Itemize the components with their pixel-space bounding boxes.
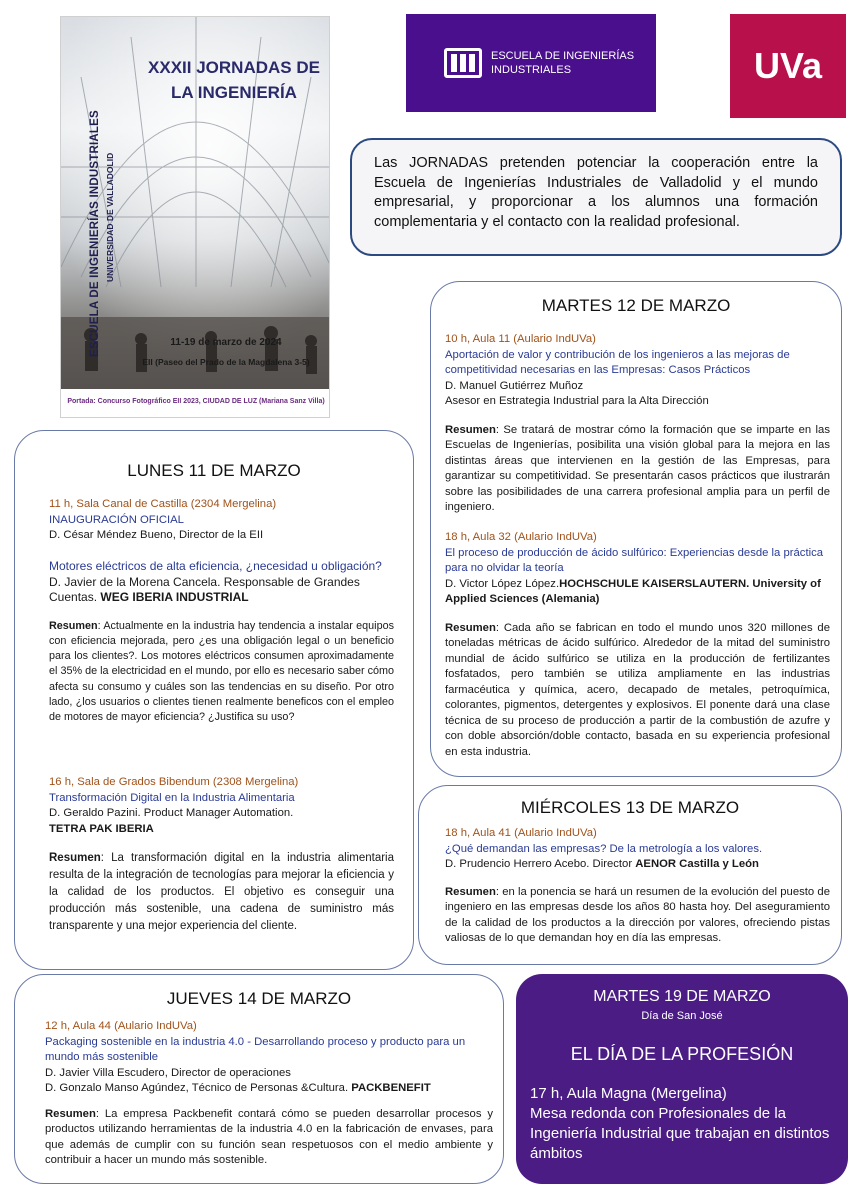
speaker-org: AENOR Castilla y León <box>635 858 759 870</box>
summary-text: : La transformación digital en la industria alimentaria resulta de la integración de tecnologías para mejorar la eficiencia y la calidad de los productos. El objetivo es conseguir una producción más sostenible, una cadena de suministro más transparente y una mejor experiencia del cliente. <box>49 852 394 932</box>
cover-dates: 11-19 de marzo de 2024 <box>170 337 282 348</box>
day-box-lunes-11 <box>14 430 414 970</box>
cover-title-line1: XXXII JORNADAS DE <box>148 58 320 77</box>
cover-venue: EII (Paseo del Prado de la Magdalena 3-5) <box>142 357 310 367</box>
speaker-org: HOCHSCHULE KAISERSLAUTERN. University of Applied Sciences (Alemania) <box>445 577 821 605</box>
cover-credit: Portada: Concurso Fotográfico EII 2023, CIUDAD DE LUZ (Mariana Sanz Villa) <box>67 398 325 405</box>
event-when: 18 h, Aula 41 (Aulario IndUVa) <box>445 827 597 839</box>
event-speaker: D. Manuel Gutiérrez Muñoz <box>445 379 584 392</box>
event-summary <box>445 885 830 947</box>
day-box-jueves-14 <box>14 974 504 1184</box>
speaker-name: D. Prudencio Herrero Acebo. Director <box>445 858 636 870</box>
event-martes19 <box>530 1084 840 1164</box>
event-speaker: D. Geraldo Pazini. Product Manager Automation. <box>49 807 294 819</box>
event-when: 17 h, Aula Magna (Mergelina) <box>530 1085 727 1102</box>
event-headline: EL DÍA DE LA PROFESIÓN <box>570 1044 794 1064</box>
eii-logo-line2: INDUSTRIALES <box>491 64 572 76</box>
event-summary <box>45 1107 493 1169</box>
event-lunes11-2 <box>49 559 394 726</box>
event-when: 10 h, Aula 11 (Aulario IndUVa) <box>445 333 596 345</box>
event-title: Motores eléctricos de alta eficiencia, ¿necesidad u obligación? <box>49 559 382 573</box>
day-title: MARTES 12 DE MARZO <box>541 296 731 315</box>
uva-logo: UVa <box>730 14 846 118</box>
day-title: LUNES 11 DE MARZO <box>127 461 301 480</box>
summary-label: Resumen <box>45 1107 96 1120</box>
summary-text: : La empresa Packbenefit contará cómo se pueden desarrollar procesos y productos utilizando herramientas de la industria 4.0 en la fabricación de envases, para que además de cumplir con su función sean respetuosos con el medio ambiente y contribuir a hacer un mundo más sostenible. <box>45 1107 493 1166</box>
event-org: TETRA PAK IBERIA <box>49 822 154 835</box>
event-description: Mesa redonda con Profesionales de la Ingeniería Industrial que trabajan en distintos ámbitos <box>530 1105 830 1162</box>
event-speaker-2 <box>45 1081 493 1097</box>
summary-label: Resumen <box>49 852 101 864</box>
speaker-name: D. Victor López López. <box>445 577 560 590</box>
summary-text: : en la ponencia se hará un resumen de la evolución del puesto de ingeniero en las empresas desde los años 80 hasta hoy. Del aseguramiento de la calidad de los productos a la dirección por valores, ofreciendo pistas valiosas de lo que demandan hoy en día las empresas. <box>445 885 830 944</box>
summary-text: : Cada año se fabrican en todo el mundo unos 320 millones de toneladas métricas de ácido sulfúrico. Alrededor de la mitad del suministro mundial de ácido sulfúrico se utiliza en la producción de fertilizantes fosfatados, pero también se utiliza ampliamente en las industrias farmacéutica y química, acero, decapado de metales, petroquímica, colorantes, pigmentos, detergentes y explosivos. El ponente dará una clase técnica de su proceso de producción a partir de la combustión de azufre y con doble absorción/doble contacto, basada en su experiencia profesional en esta industria. <box>445 621 830 758</box>
eii-logo-line1: ESCUELA DE INGENIERÍAS <box>491 50 635 62</box>
event-role: Asesor en Estrategia Industrial para la Alta Dirección <box>445 395 709 407</box>
summary-text: : Se tratará de mostrar cómo la formación que se imparte en las Escuelas de Ingenierías, posibilita una visión global para la mejora en las distintas áreas que intervienen en la gestión de las Empresas, para garantizar su competitividad. Se presentarán casos prácticos que ilustrarán sobre las posibilidades de una carrera profesional amplia para un perfil de ingeniero. <box>445 423 830 513</box>
event-title: Aportación de valor y contribución de los ingenieros a las mejoras de competitividad necesarias en las Empresas: Casos Prácticos <box>445 348 790 376</box>
cover-school-name: ESCUELA DE INGENIERÍAS INDUSTRIALES <box>89 110 101 357</box>
day-title: MARTES 19 DE MARZO <box>593 988 771 1005</box>
eii-logo-text <box>491 49 634 77</box>
event-title: Packaging sostenible en la industria 4.0 - Desarrollando proceso y producto para un mundo más sostenible <box>45 1035 466 1063</box>
speaker-org: WEG IBERIA INDUSTRIAL <box>100 590 249 604</box>
event-miercoles13-1 <box>445 826 830 947</box>
summary-label: Resumen <box>445 621 496 634</box>
event-title: Transformación Digital en la Industria Alimentaria <box>49 791 295 804</box>
intro-box: Las JORNADAS pretenden potenciar la cooperación entre la Escuela de Ingenierías Industriales de Valladolid y el mundo empresarial, y proporcionar a los alumnos una formación complementaria y el contacto con la realidad profesional. <box>350 138 842 256</box>
speaker-org: PACKBENEFIT <box>351 1082 431 1094</box>
event-jueves14-1 <box>45 1019 493 1169</box>
event-lunes11-3 <box>49 775 394 935</box>
event-summary <box>49 850 394 935</box>
speaker-name: D. Gonzalo Manso Agúndez, Técnico de Personas &Cultura. <box>45 1082 352 1094</box>
event-speaker: D. César Méndez Bueno, Director de la EII <box>49 529 264 541</box>
event-summary <box>49 619 394 726</box>
event-martes12-2 <box>445 530 830 760</box>
cover-university-name: UNIVERSIDAD DE VALLADOLID <box>105 152 115 282</box>
event-summary <box>445 621 830 761</box>
event-title: El proceso de producción de ácido sulfúrico: Experiencias desde la práctica para no olvidar la teoría <box>445 546 824 574</box>
event-when: 11 h, Sala Canal de Castilla (2304 Mergelina) <box>49 498 277 510</box>
event-title: ¿Qué demandan las empresas? De la metrología a los valores. <box>445 842 763 855</box>
summary-label: Resumen <box>445 423 496 436</box>
summary-label: Resumen <box>445 885 496 898</box>
cover-title-line2: LA INGENIERÍA <box>171 83 297 102</box>
day-subtitle: Día de San José <box>641 1010 723 1022</box>
event-when: 12 h, Aula 44 (Aulario IndUVa) <box>45 1020 197 1032</box>
event-lunes11-1 <box>49 497 394 544</box>
event-when: 18 h, Aula 32 (Aulario IndUVa) <box>445 531 597 543</box>
cover-school-vertical <box>69 57 121 357</box>
summary-label: Resumen <box>49 619 98 632</box>
event-summary <box>445 423 830 516</box>
event-speaker <box>445 577 830 608</box>
event-when: 16 h, Sala de Grados Bibendum (2308 Mergelina) <box>49 776 299 788</box>
day-box-martes-19 <box>516 974 848 1184</box>
eii-logo <box>406 14 656 112</box>
day-box-miercoles-13 <box>418 785 842 965</box>
summary-text: : Actualmente en la industria hay tendencia a instalar equipos con eficiencia mejorada, pero ¿es una obligación legal o un beneficio para los clientes?. Los motores eléctricos consumen aproximadamente el 35% de la electricidad en el mundo, por ello es necesario saber cómo afecta su consumo y cuáles son las tendencias en su diseño. Por otro lado, ¿los usuarios o clientes tienen realmente beneficos con el empleo de motores de mayor eficiencia? ¿Justifica su uso? <box>49 619 394 724</box>
event-title: INAUGURACIÓN OFICIAL <box>49 513 184 526</box>
event-speaker-1: D. Javier Villa Escudero, Director de operaciones <box>45 1066 291 1079</box>
event-speaker <box>49 575 394 606</box>
event-martes12-1 <box>445 332 830 516</box>
day-title: JUEVES 14 DE MARZO <box>166 989 352 1008</box>
speaker-name: D. Javier de la Morena Cancela. Responsable de Grandes Cuentas. <box>49 574 360 604</box>
day-title: MIÉRCOLES 13 DE MARZO <box>520 798 740 817</box>
event-speaker <box>445 857 830 873</box>
cover-poster <box>60 16 330 418</box>
eii-logo-icon <box>444 48 482 78</box>
cover-title <box>139 55 329 105</box>
day-box-martes-12 <box>430 281 842 777</box>
